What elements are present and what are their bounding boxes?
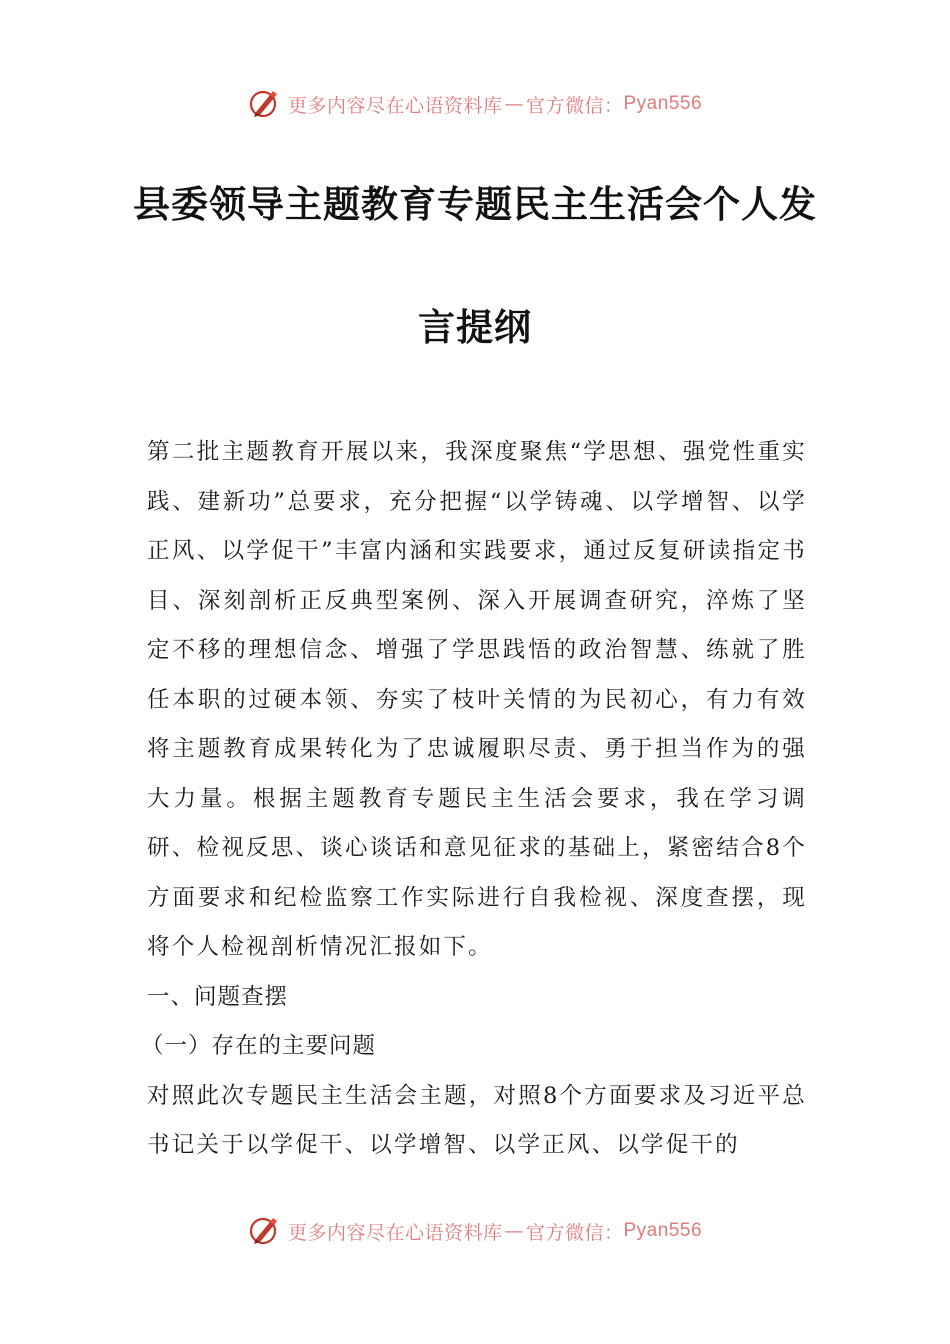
watermark-account: Pyan556 bbox=[623, 93, 703, 114]
intro-paragraph: 第二批主题教育开展以来，我深度聚焦“学思想、强党性重实践、建新功”总要求，充分把握“以学铸魂、以学增智、以学正风、以学促干”丰富内涵和实践要求，通过反复研读指定书目、深刻剖析正反典型案例、深入开展调查研究，淬炼了坚定不移的理想信念、增强了学思践悟的政治智慧、练就了胜任本职的过硬本领、夯实了枝叶关情的为民初心，有力有效将主题教育成果转化为了忠诚履职尽责、勇于担当作为的强大力量。根据主题教育专题民主生活会要求，我在学习调研、检视反思、谈心谈话和意见征求的基础上，紧密结合8个方面要求和纪检监察工作实际进行自我检视、深度查摆，现将个人检视剖析情况汇报如下。 bbox=[147, 439, 807, 960]
document-body bbox=[141, 428, 807, 1171]
watermark-footer bbox=[0, 1211, 950, 1251]
watermark-header bbox=[0, 84, 950, 124]
watermark-label: 官方微信： bbox=[525, 94, 624, 117]
pen-circle-icon bbox=[248, 1214, 282, 1248]
watermark-separator: — bbox=[504, 1220, 524, 1242]
document-title-line-1: 县委领导主题教育专题民主生活会个人发 bbox=[133, 182, 817, 226]
document-title-line-2: 言提纲 bbox=[418, 305, 532, 349]
watermark-text: 更多内容尽在心语资料库 bbox=[287, 94, 503, 117]
subsection-heading: （一）存在的主要问题 bbox=[141, 1033, 377, 1059]
pen-circle-icon bbox=[248, 87, 282, 121]
watermark-text: 更多内容尽在心语资料库 bbox=[287, 1221, 503, 1244]
body-paragraph: 对照此次专题民主生活会主题，对照8个方面要求及习近平总书记关于以学促干、以学增智、以学正风、以学促干的 bbox=[147, 1082, 807, 1158]
watermark-account: Pyan556 bbox=[623, 1220, 703, 1241]
watermark-separator: — bbox=[504, 93, 524, 115]
section-heading: 一、问题查摆 bbox=[147, 983, 289, 1010]
watermark-label: 官方微信： bbox=[525, 1221, 624, 1244]
